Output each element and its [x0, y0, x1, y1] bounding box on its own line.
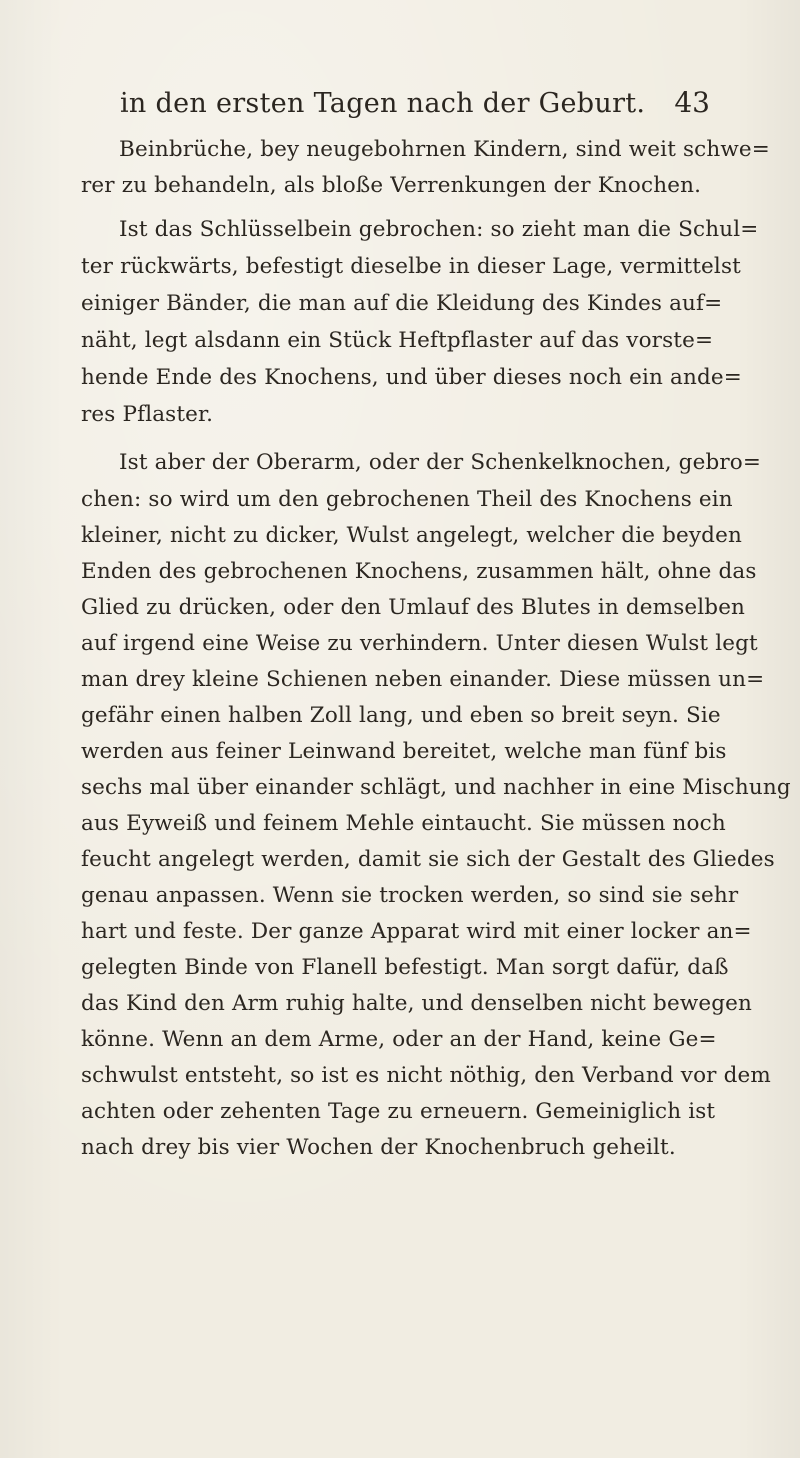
page-header	[120, 88, 710, 128]
text-line: näht, legt alsdann ein Stück Heftpflaster auf das vorste=	[81, 328, 714, 353]
text-line: auf irgend eine Weise zu verhindern. Unter diesen Wulst legt	[81, 631, 758, 656]
text-line: gelegten Binde von Flanell befestigt. Man sorgt dafür, daß	[81, 955, 729, 980]
text-line: hart und feste. Der ganze Apparat wird mit einer locker an=	[81, 919, 752, 944]
text-line: genau anpassen. Wenn sie trocken werden, so sind sie sehr	[81, 883, 739, 908]
text-line: einiger Bänder, die man auf die Kleidung des Kindes auf=	[81, 291, 723, 316]
text-line: ter rückwärts, befestigt dieselbe in dieser Lage, vermittelst	[81, 254, 741, 279]
text-line: Enden des gebrochenen Knochens, zusammen hält, ohne das	[81, 559, 757, 584]
text-line: feucht angelegt werden, damit sie sich der Gestalt des Gliedes	[81, 847, 775, 872]
text-line: Ist aber der Oberarm, oder der Schenkelknochen, gebro=	[119, 450, 762, 475]
text-line: sechs mal über einander schlägt, und nachher in eine Mischung	[81, 775, 791, 800]
text-line: hende Ende des Knochens, und über dieses noch ein ande=	[81, 365, 742, 390]
text-line: Ist das Schlüsselbein gebrochen: so zieht man die Schul=	[119, 217, 759, 242]
running-head: in den ersten Tagen nach der Geburt.	[120, 88, 646, 119]
text-line: könne. Wenn an dem Arme, oder an der Hand, keine Ge=	[81, 1027, 717, 1052]
text-line: gefähr einen halben Zoll lang, und eben so breit seyn. Sie	[81, 703, 721, 728]
text-line: res Pflaster.	[81, 402, 214, 427]
text-line: schwulst entsteht, so ist es nicht nöthig, den Verband vor dem	[81, 1063, 771, 1088]
text-line: achten oder zehenten Tage zu erneuern. Gemeiniglich ist	[81, 1099, 716, 1124]
text-line: aus Eyweiß und feinem Mehle eintaucht. Sie müssen noch	[81, 811, 726, 836]
text-line: chen: so wird um den gebrochenen Theil des Knochens ein	[81, 487, 733, 512]
text-line: rer zu behandeln, als bloße Verrenkungen der Knochen.	[81, 173, 702, 198]
text-line: kleiner, nicht zu dicker, Wulst angelegt, welcher die beyden	[81, 523, 742, 548]
text-line: man drey kleine Schienen neben einander. Diese müssen un=	[81, 667, 765, 692]
text-line: Glied zu drücken, oder den Umlauf des Blutes in demselben	[81, 595, 746, 620]
text-line: Beinbrüche, bey neugebohrnen Kindern, sind weit schwe=	[119, 137, 770, 162]
page-number: 43	[674, 86, 710, 119]
text-line: das Kind den Arm ruhig halte, und denselben nicht bewegen	[81, 991, 753, 1016]
text-line: nach drey bis vier Wochen der Knochenbruch geheilt.	[81, 1135, 676, 1160]
text-line: werden aus feiner Leinwand bereitet, welche man fünf bis	[81, 739, 727, 764]
